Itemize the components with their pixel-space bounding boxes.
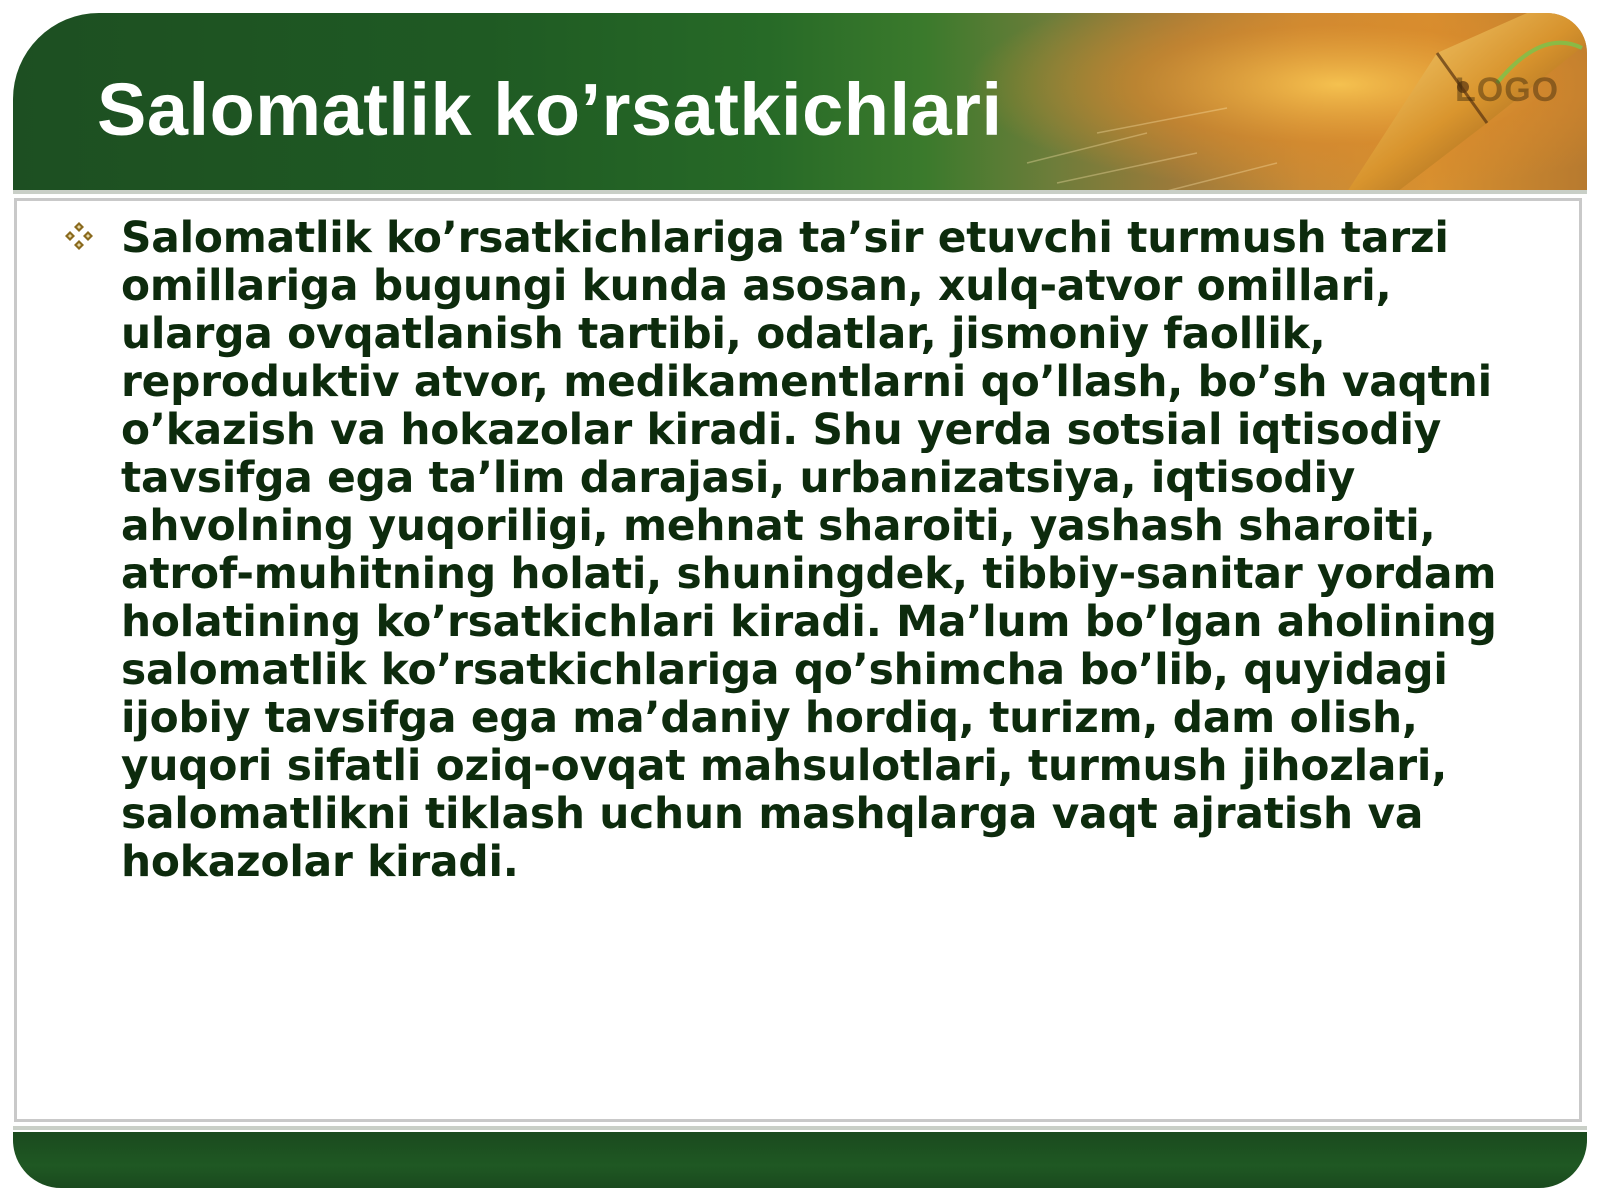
logo-text: LOGO <box>1455 71 1560 109</box>
slide-title: Salomatlik ko’rsatkichlari <box>97 68 1003 151</box>
header-divider <box>13 190 1587 194</box>
footer-bar <box>13 1132 1587 1188</box>
four-diamond-bullet-icon <box>63 220 95 252</box>
footer-divider <box>13 1126 1587 1130</box>
body-paragraph: Salomatlik ko’rsatkichlariga ta’sir etuvchi turmush tarzi omillariga bugungi kunda asosan, xulq-atvor omillari, ularga ovqatlanish tartibi, odatlar, jismoniy faollik, reproduktiv atvor, medikamentlarni qo’llash, bo’sh vaqtni o’kazish va hokazolar kiradi. Shu yerda sotsial iqtisodiy tavsifga ega ta’lim darajasi, urbanizatsiya, iqtisodiy ahvolning yuqoriligi, mehnat sharoiti, yashash sharoiti, atrof-muhitning holati, shuningdek, tibbiy-sanitar yordam holatining ko’rsatkichlari kiradi. Ma’lum bo’lgan aholining salomatlik ko’rsatkichlariga qo’shimcha bo’lib, quyidagi ijobiy tavsifga ega ma’daniy hordiq, turizm, dam olish, yuqori sifatli oziq-ovqat mahsulotlari, turmush jihozlari, salomatlikni tiklash uchun mashqlarga vaqt ajratish va hokazolar kiradi. <box>121 213 1497 886</box>
